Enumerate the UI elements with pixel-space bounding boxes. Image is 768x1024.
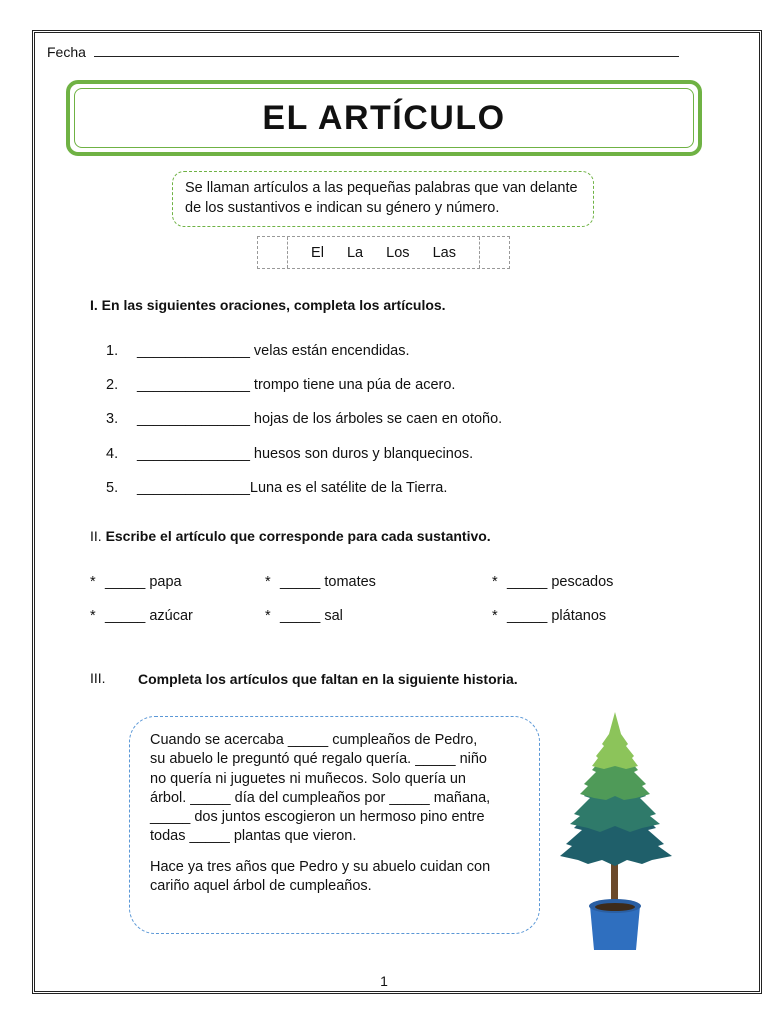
noun-item[interactable]: * _____ pescados	[492, 574, 614, 590]
section2-heading: II. Escribe el artículo que corresponde para cada sustantivo.	[90, 528, 491, 544]
definition-box: Se llaman artículos a las pequeñas palabras que van delante de los sustantivos e indican su género y número.	[172, 171, 594, 227]
title-frame	[66, 80, 702, 156]
noun-item[interactable]: * _____ sal	[265, 608, 343, 624]
articles-box	[257, 236, 510, 269]
page-title: EL ARTÍCULO	[262, 98, 506, 137]
list-item[interactable]: 5. ______________Luna es el satélite de la Tierra.	[106, 479, 448, 496]
pine-tree-icon	[552, 706, 678, 954]
list-item[interactable]: 4. ______________ huesos son duros y blanquecinos.	[106, 445, 474, 462]
section1-list	[106, 343, 502, 514]
section3-heading: Completa los artículos que faltan en la siguiente historia.	[138, 671, 518, 687]
list-item[interactable]: 2. ______________ trompo tiene una púa de acero.	[106, 377, 456, 394]
page-number: 1	[380, 973, 388, 989]
noun-item[interactable]: * _____ tomates	[265, 574, 376, 590]
article-las: Las	[432, 244, 456, 261]
noun-item[interactable]: * _____ azúcar	[90, 608, 193, 624]
list-item[interactable]: 3. ______________ hojas de los árboles se caen en otoño.	[106, 411, 503, 428]
noun-grid	[90, 574, 690, 642]
date-label: Fecha	[47, 44, 86, 60]
story-paragraph-2: Hace ya tres años que Pedro y su abuelo cuidan con cariño aquel árbol de cumpleaños.	[150, 858, 491, 895]
section3-number: III.	[90, 670, 106, 686]
date-input-line[interactable]	[94, 44, 679, 57]
story-box	[129, 716, 540, 934]
noun-item[interactable]: * _____ plátanos	[492, 608, 607, 624]
article-la: La	[346, 244, 364, 261]
section1-heading: I. En las siguientes oraciones, completa los artículos.	[90, 297, 446, 313]
noun-item[interactable]: * _____ papa	[90, 574, 182, 590]
list-item[interactable]: 1. ______________ velas están encendidas.	[106, 343, 410, 359]
story-paragraph-1: Cuando se acercaba _____ cumpleaños de Pedro, su abuelo le preguntó qué regalo quería. _____ niño no quería ni juguetes ni muñecos. Solo quería un árbol. _____ día del cumpleaños por _____ mañana, _____ dos juntos escogieron un hermoso pino entre todas _____ plantas que vieron.	[150, 732, 491, 845]
date-field	[47, 44, 679, 60]
article-los: Los	[386, 244, 410, 261]
article-el: El	[311, 244, 324, 261]
